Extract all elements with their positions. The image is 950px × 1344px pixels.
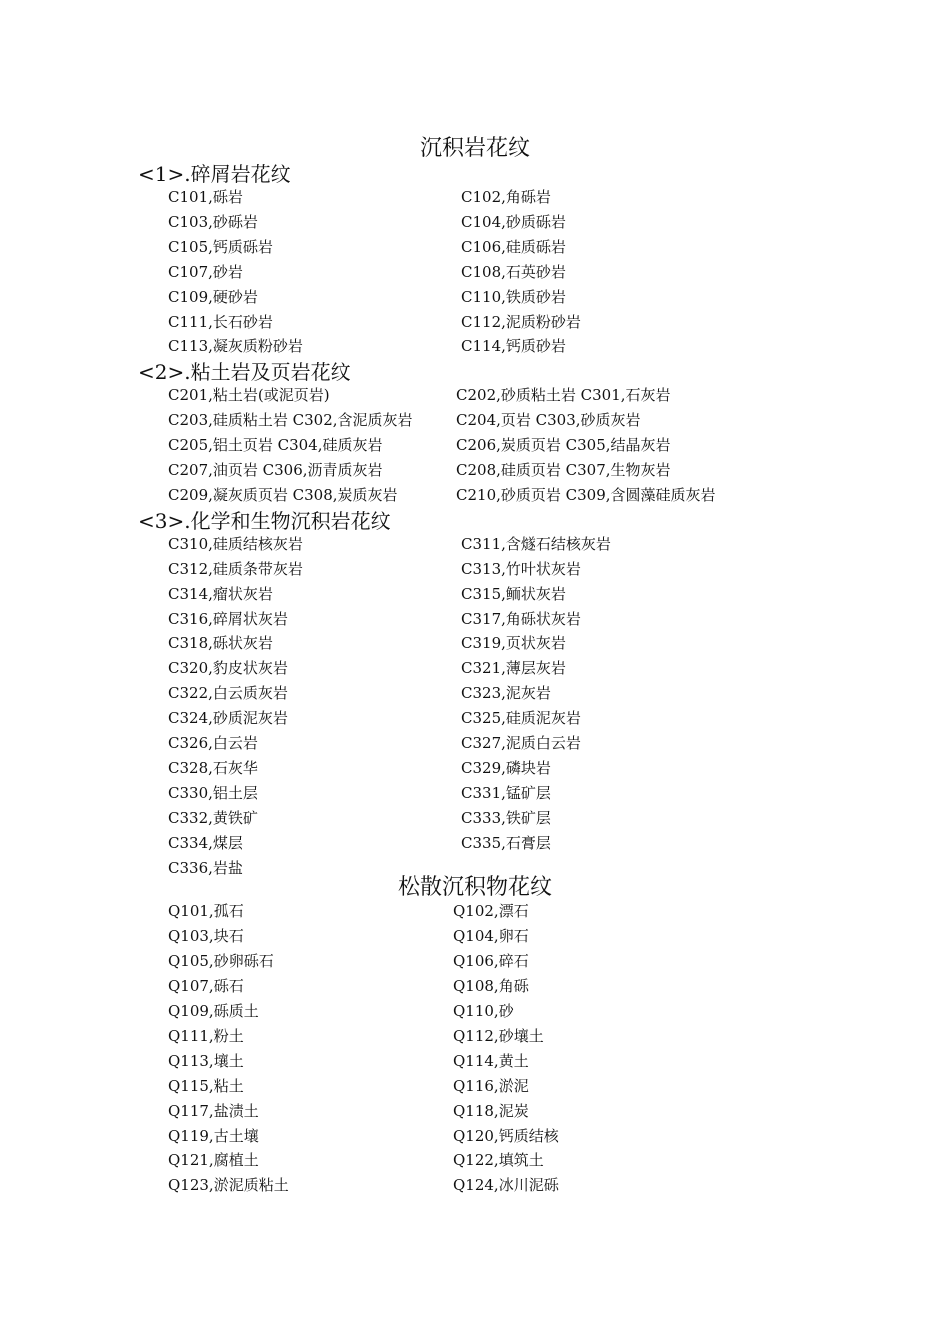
legend-item: C331,锰矿层 [461, 783, 551, 802]
legend-item: C320,豹皮状灰岩 [168, 659, 288, 678]
legend-item: C330,铝土层 [168, 783, 258, 802]
legend-item: C206,炭质页岩 C305,结晶灰岩 [456, 436, 671, 455]
legend-item: Q107,砾石 [168, 977, 244, 996]
legend-item: Q109,砾质土 [168, 1002, 259, 1020]
legend-item: Q101,孤石 [168, 902, 244, 921]
legend-item: C110,铁质砂岩 [461, 287, 566, 306]
sedimentary-title: 沉积岩花纹 [419, 136, 530, 161]
legend-item: Q119,古土壤 [168, 1126, 259, 1145]
legend-item: C114,钙质砂岩 [461, 337, 566, 356]
legend-item: C109,硬砂岩 [168, 287, 258, 306]
legend-item: Q106,碎石 [453, 952, 529, 971]
legend-item: C102,角砾岩 [461, 188, 551, 206]
legend-item: C108,石英砂岩 [461, 262, 566, 281]
legend-item: C201,粘土岩(或泥页岩) [168, 386, 330, 405]
legend-item: C101,砾岩 [168, 188, 243, 206]
legend-item: C204,页岩 C303,砂质灰岩 [456, 411, 641, 430]
legend-item: Q114,黄土 [453, 1051, 529, 1070]
legend-item: C313,竹叶状灰岩 [461, 559, 581, 578]
legend-item: Q108,角砾 [453, 977, 529, 996]
loose-sediment-title: 松散沉积物花纹 [397, 875, 552, 901]
legend-item: C203,硅质粘土岩 C302,含泥质灰岩 [168, 411, 413, 430]
legend-item: C319,页状灰岩 [461, 634, 566, 653]
legend-item: Q115,粘土 [168, 1076, 244, 1095]
legend-item: Q120,钙质结核 [453, 1126, 559, 1145]
legend-item: Q102,漂石 [453, 902, 529, 921]
legend-item: C106,硅质砾岩 [461, 237, 566, 256]
legend-item: Q105,砂卵砾石 [168, 952, 274, 971]
legend-item: C311,含燧石结核灰岩 [461, 534, 611, 553]
legend-item: C205,铝土页岩 C304,硅质灰岩 [168, 436, 383, 455]
legend-item: C207,油页岩 C306,沥青质灰岩 [168, 461, 383, 479]
section-heading: <2>.粘土岩及页岩花纹 [138, 360, 351, 385]
legend-item: C325,硅质泥灰岩 [461, 709, 581, 728]
legend-item: Q104,卵石 [453, 927, 529, 946]
legend-item: C333,铁矿层 [461, 808, 551, 827]
legend-item: Q121,腐植土 [168, 1151, 259, 1170]
section-heading: <1>.碎屑岩花纹 [138, 162, 291, 186]
legend-item: Q112,砂壤土 [453, 1026, 544, 1045]
legend-item: C332,黄铁矿 [168, 808, 258, 827]
legend-item: C318,砾状灰岩 [168, 634, 273, 653]
legend-item: Q103,块石 [168, 927, 244, 946]
legend-item: C329,磷块岩 [461, 758, 551, 777]
legend-item: C314,瘤状灰岩 [168, 584, 273, 603]
legend-item: C112,泥质粉砂岩 [461, 312, 581, 331]
legend-item: Q116,淤泥 [453, 1076, 529, 1095]
legend-item: Q124,冰川泥砾 [453, 1176, 559, 1195]
legend-item: C324,砂质泥灰岩 [168, 709, 288, 728]
legend-item: Q111,粉土 [168, 1026, 244, 1045]
legend-item: C202,砂质粘土岩 C301,石灰岩 [456, 386, 671, 405]
legend-item: C105,钙质砾岩 [168, 237, 273, 256]
legend-item: C209,凝灰质页岩 C308,炭质灰岩 [168, 485, 398, 504]
legend-item: Q117,盐渍土 [168, 1101, 259, 1120]
legend-item: C111,长石砂岩 [168, 312, 273, 331]
legend-item: C210,砂质页岩 C309,含圆藻硅质灰岩 [456, 485, 716, 504]
legend-item: C327,泥质白云岩 [461, 734, 581, 752]
section-heading: <3>.化学和生物沉积岩花纹 [138, 508, 391, 533]
legend-item: C323,泥灰岩 [461, 684, 551, 703]
legend-item: C326,白云岩 [168, 734, 258, 752]
legend-item: C334,煤层 [168, 833, 243, 852]
legend-item: C322,白云质灰岩 [168, 684, 288, 703]
legend-item: C113,凝灰质粉砂岩 [168, 337, 303, 356]
legend-item: C317,角砾状灰岩 [461, 609, 581, 628]
legend-item: C335,石膏层 [461, 833, 551, 852]
legend-item: C336,岩盐 [168, 858, 243, 877]
legend-item: Q113,壤土 [168, 1051, 244, 1070]
legend-item: C104,砂质砾岩 [461, 212, 566, 231]
legend-item: C103,砂砾岩 [168, 212, 258, 231]
legend-item: C310,硅质结核灰岩 [168, 534, 303, 553]
legend-item: C328,石灰华 [168, 758, 258, 777]
legend-item: C312,硅质条带灰岩 [168, 559, 303, 578]
legend-item: Q110,砂 [453, 1002, 514, 1020]
legend-item: C107,砂岩 [168, 262, 243, 281]
legend-item: C208,硅质页岩 C307,生物灰岩 [456, 461, 671, 479]
legend-item: C316,碎屑状灰岩 [168, 609, 288, 628]
legend-item: Q123,淤泥质粘土 [168, 1176, 289, 1195]
legend-item: Q122,填筑土 [453, 1151, 544, 1170]
legend-item: C315,鲕状灰岩 [461, 584, 566, 603]
legend-item: Q118,泥炭 [453, 1101, 529, 1120]
legend-item: C321,薄层灰岩 [461, 659, 566, 678]
